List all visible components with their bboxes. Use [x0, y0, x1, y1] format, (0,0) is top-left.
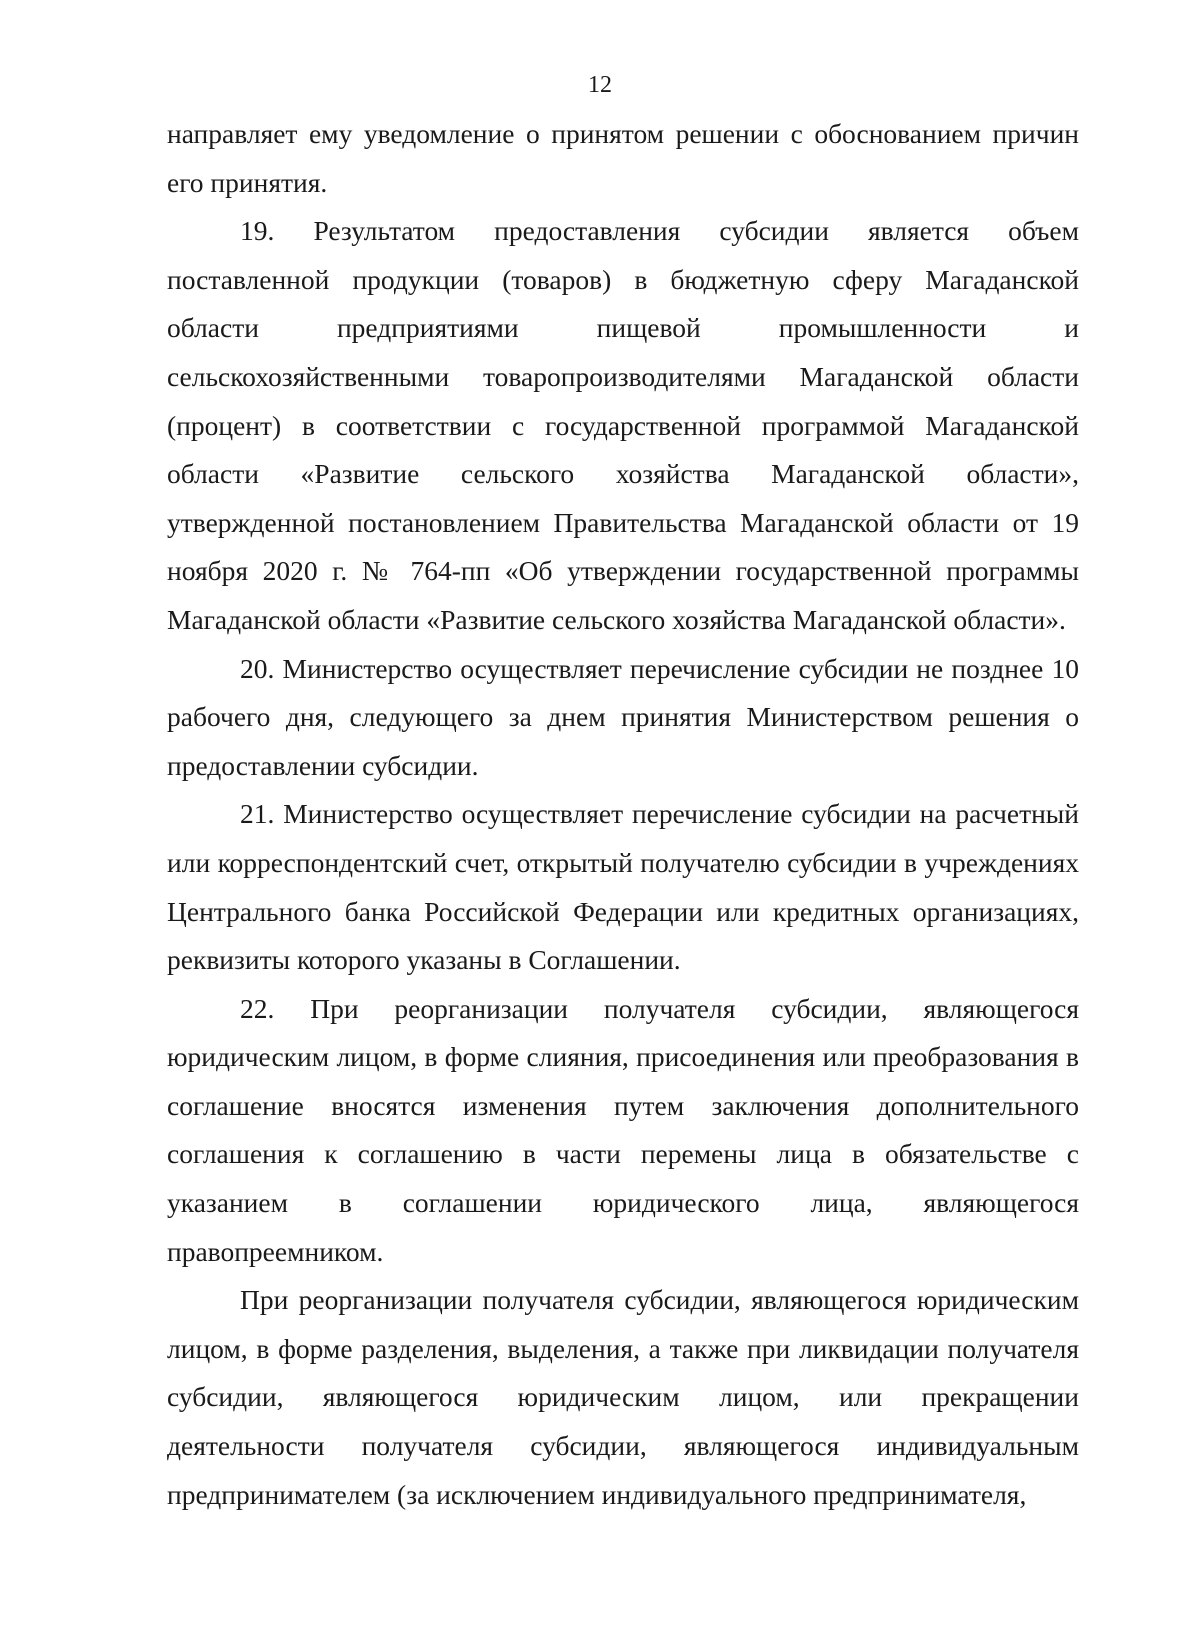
- paragraph-item-21: 21. Министерство осуществляет перечисление субсидии на расчетный или корреспондентский счет, открытый получателю субсидии в учреждениях Центрального банка Российской Федерации или кредитных организациях, реквизиты которого указаны в Соглашении.: [167, 798, 1079, 976]
- paragraph-continuation: направляет ему уведомление о принятом решении с обоснованием причин его принятия.: [167, 118, 1079, 198]
- paragraph-item-19: 19. Результатом предоставления субсидии является объем поставленной продукции (товаров) в бюджетную сферу Магаданской области предприятиями пищевой промышленности и сельскохозяйственными товаропроизводителями Магаданской области (процент) в соответствии с государственной программой Магаданской области «Развитие сельского хозяйства Магаданской области», утвержденной постановлением Правительства Магаданской области от 19 ноября 2020 г. № 764-пп «Об утверждении государственной программы Магаданской области «Развитие сельского хозяйства Магаданской области».: [167, 215, 1079, 635]
- paragraph-reorganization: При реорганизации получателя субсидии, являющегося юридическим лицом, в форме разделения, выделения, а также при ликвидации получателя субсидии, являющегося юридическим лицом, или прекращении деятельности получателя субсидии, являющегося индивидуальным предпринимателем (за исключением индивидуального предпринимателя,: [167, 1284, 1079, 1510]
- paragraph-item-22: 22. При реорганизации получателя субсидии, являющегося юридическим лицом, в форме слияния, присоединения или преобразования в соглашение вносятся изменения путем заключения дополнительного соглашения к соглашению в части перемены лица в обязательстве с указанием в соглашении юридического лица, являющегося правопреемником.: [167, 992, 1079, 1267]
- paragraph-item-20: 20. Министерство осуществляет перечисление субсидии не позднее 10 рабочего дня, следующего за днем принятия Министерством решения о предоставлении субсидии.: [167, 652, 1079, 781]
- document-body: [167, 110, 1079, 1519]
- page-number: 12: [588, 72, 612, 98]
